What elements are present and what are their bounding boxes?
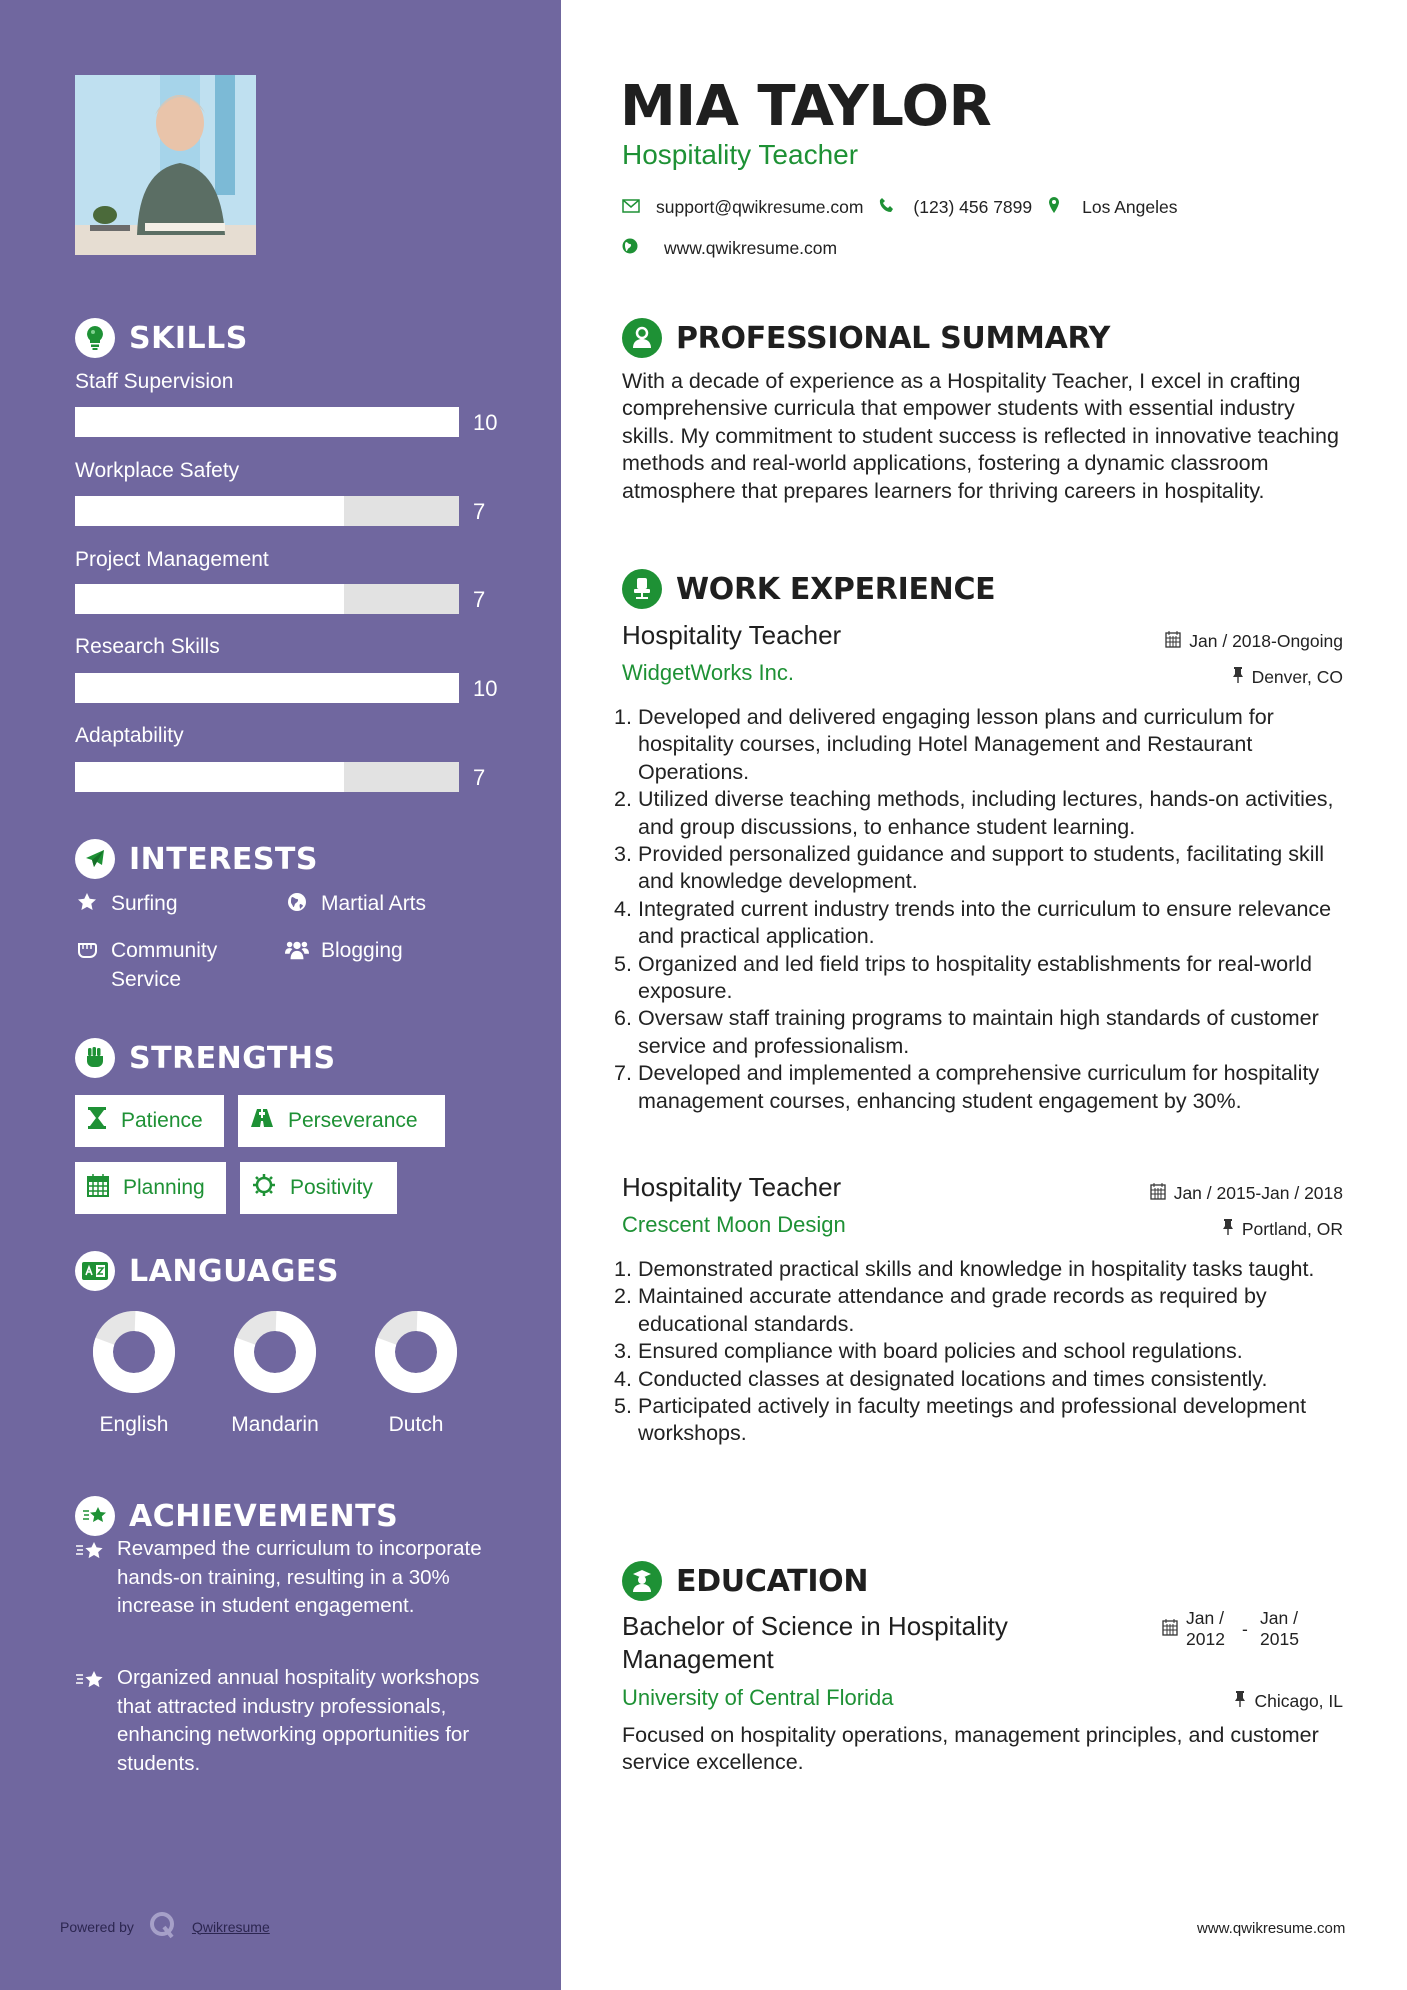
- sidebar: [0, 0, 561, 1990]
- education-heading: [622, 1561, 868, 1601]
- job-location-value: Portland, OR: [1241, 1219, 1343, 1239]
- contact-row: [622, 196, 1178, 219]
- email-value[interactable]: support@qwikresume.com: [656, 197, 864, 217]
- summary-title: PROFESSIONAL SUMMARY: [676, 320, 1111, 356]
- skill-label: Project Management: [75, 548, 269, 571]
- profile-photo: [75, 75, 256, 255]
- skill-value: 10: [473, 676, 498, 701]
- language-label: Mandarin: [231, 1413, 319, 1436]
- school: University of Central Florida: [622, 1685, 894, 1710]
- calendar-icon: [1150, 1182, 1166, 1205]
- interests-title: INTERESTS: [129, 841, 318, 877]
- skill-bar: [75, 762, 459, 792]
- skill-label: Adaptability: [75, 724, 184, 747]
- skills-heading: [75, 318, 248, 358]
- strength-label: Planning: [123, 1176, 205, 1199]
- duty-item: 4. Integrated current industry trends into the curriculum to ensure relevance and practical application.: [614, 896, 1354, 951]
- skill-value: 7: [473, 499, 486, 524]
- achievements-title: ACHIEVEMENTS: [129, 1498, 399, 1534]
- donut-chart: [374, 1310, 458, 1394]
- duty-item: 5. Participated actively in faculty meetings and professional development workshops.: [614, 1393, 1354, 1448]
- duty-item: 2. Maintained accurate attendance and grade records as required by educational standards.: [614, 1283, 1354, 1338]
- skill-value: 10: [473, 410, 498, 435]
- job-company: WidgetWorks Inc.: [622, 660, 794, 685]
- duty-item: 1. Demonstrated practical skills and knowledge in hospitality tasks taught.: [614, 1256, 1354, 1283]
- education-description: Focused on hospitality operations, management principles, and customer service excellence.: [622, 1723, 1319, 1775]
- skill-value: 7: [473, 765, 486, 790]
- interest-label: Blogging: [321, 939, 403, 962]
- date-separator: -: [1242, 1618, 1248, 1639]
- duty-item: 5. Organized and led field trips to hospitality establishments for real-world exposure.: [614, 951, 1354, 1006]
- globe-icon: [285, 889, 309, 918]
- calendar-icon: [87, 1173, 109, 1203]
- job-duties: [614, 1256, 1354, 1448]
- skill-bar: [75, 407, 459, 437]
- education-end: Jan / 2015: [1260, 1608, 1299, 1649]
- duty-text: Organized and led field trips to hospitality establishments for real-world exposure.: [638, 951, 1312, 1004]
- interest-label: Surfing: [111, 892, 178, 915]
- job-location: [1222, 1218, 1343, 1241]
- language-label: English: [99, 1413, 169, 1436]
- qwikresume-logo-icon: [148, 1910, 178, 1943]
- job-company: Crescent Moon Design: [622, 1212, 846, 1237]
- footer-website[interactable]: www.qwikresume.com: [1197, 1920, 1346, 1937]
- website-value[interactable]: www.qwikresume.com: [664, 238, 838, 258]
- education-title: EDUCATION: [676, 1563, 869, 1599]
- strength-positivity: [240, 1162, 397, 1214]
- interest-item: [75, 889, 275, 918]
- duty-text: Developed and implemented a comprehensive curriculum for hospitality management courses, enhancing student engagement by 30%.: [638, 1061, 1320, 1113]
- sun-icon: [252, 1173, 276, 1203]
- skill-bar: [75, 584, 459, 614]
- duty-item: 6. Oversaw staff training programs to maintain high standards of customer service and professionalism.: [614, 1005, 1354, 1060]
- office-chair-icon: [622, 569, 662, 609]
- qwikresume-link[interactable]: Qwikresume: [191, 1918, 270, 1935]
- education-location-value: Chicago, IL: [1254, 1691, 1343, 1711]
- skill-label: Workplace Safety: [75, 459, 240, 482]
- road-icon: [250, 1108, 274, 1134]
- duty-text: Conducted classes at designated locations and times consistently.: [638, 1366, 1268, 1391]
- fist-raised-icon: [75, 1038, 115, 1078]
- language-label: Dutch: [388, 1413, 444, 1436]
- duty-text: Integrated current industry trends into the curriculum to ensure relevance and practical application.: [638, 896, 1332, 949]
- globe-icon: [622, 238, 638, 259]
- duty-item: 1. Developed and delivered engaging lesson plans and curriculum for hospitality courses, including Hotel Management and Restaurant Operations.: [614, 704, 1354, 786]
- candidate-name: MIA TAYLOR: [620, 74, 992, 139]
- achievement-item: [75, 1664, 495, 1778]
- strengths-title: STRENGTHS: [129, 1040, 336, 1076]
- languages-title: LANGUAGES: [129, 1253, 339, 1289]
- achievement-text: Revamped the curriculum to incorporate hands-on training, resulting in a 30% increase in student engagement.: [117, 1537, 482, 1617]
- summary-text: With a decade of experience as a Hospitality Teacher, I excel in crafting comprehensive curricula that empower students with essential industry skills. My commitment to student success is reflected in innovative teaching methods and real-world applications, fostering a dynamic classroom atmosphere that prepares learners for thriving careers in hospitality.: [622, 369, 1339, 503]
- skill-value: 7: [473, 587, 486, 612]
- skill-bar: [75, 496, 459, 526]
- achievement-text: Organized annual hospitality workshops that attracted industry professionals, enhancing networking opportunities for students.: [117, 1666, 480, 1775]
- job-dates: [1165, 630, 1343, 653]
- duty-text: Participated actively in faculty meetings and professional development workshops.: [638, 1394, 1307, 1446]
- star-icon: [75, 889, 99, 918]
- pushpin-icon: [1232, 666, 1244, 689]
- fist-icon: [75, 936, 99, 994]
- pushpin-icon: [1234, 1690, 1246, 1713]
- job-location: [1232, 666, 1343, 689]
- duty-item: 2. Utilized diverse teaching methods, including lectures, hands-on activities, and group discussions, to enhance student learning.: [614, 786, 1354, 841]
- interest-item: [285, 889, 505, 918]
- phone-icon: [879, 197, 893, 218]
- pushpin-icon: [1222, 1218, 1234, 1241]
- person-photo-icon: [75, 75, 256, 255]
- duty-item: 3. Ensured compliance with board policies and school regulations.: [614, 1338, 1354, 1365]
- skills-title: SKILLS: [129, 320, 248, 356]
- duty-item: 3. Provided personalized guidance and support to students, facilitating skill and knowledge development.: [614, 841, 1354, 896]
- duty-text: Maintained accurate attendance and grade records as required by educational standards.: [638, 1284, 1267, 1336]
- education-dates: [1162, 1608, 1308, 1650]
- phone-value: (123) 456 7899: [913, 197, 1033, 217]
- user-icon: [622, 318, 662, 358]
- education-start: Jan / 2012: [1186, 1608, 1225, 1649]
- job-duties: [614, 704, 1354, 1115]
- users-icon: [285, 936, 309, 965]
- calendar-icon: [1165, 630, 1181, 653]
- strength-patience: [75, 1095, 224, 1147]
- job-dates: [1150, 1182, 1343, 1205]
- strength-label: Patience: [121, 1109, 203, 1132]
- powered-by-label: Powered by: [60, 1918, 134, 1935]
- powered-by: [60, 1910, 270, 1943]
- language-chart-english: [92, 1310, 176, 1399]
- hourglass-icon: [87, 1106, 107, 1136]
- strength-planning: [75, 1162, 226, 1214]
- summary-heading: [622, 318, 1110, 358]
- degree: Bachelor of Science in Hospitality Management: [622, 1611, 1008, 1674]
- skill-label: Staff Supervision: [75, 370, 234, 393]
- calendar-icon: [1162, 1618, 1178, 1641]
- education-location: [1234, 1690, 1343, 1713]
- interest-item: [75, 936, 275, 994]
- strength-label: Perseverance: [288, 1109, 418, 1132]
- shooting-star-icon: [75, 1664, 105, 1778]
- job-dates-value: Jan / 2018-Ongoing: [1189, 631, 1343, 651]
- duty-item: 7. Developed and implemented a comprehensive curriculum for hospitality management courses, enhancing student engagement by 30%.: [614, 1060, 1354, 1115]
- shooting-star-icon: [75, 1535, 105, 1621]
- candidate-title: Hospitality Teacher: [622, 139, 859, 170]
- job-role: Hospitality Teacher: [622, 620, 842, 650]
- shooting-star-icon: [75, 1496, 115, 1536]
- graduate-icon: [622, 1561, 662, 1601]
- languages-heading: [75, 1251, 339, 1291]
- language-chart-mandarin: [233, 1310, 317, 1399]
- experience-title: WORK EXPERIENCE: [676, 571, 996, 607]
- donut-chart: [233, 1310, 317, 1394]
- strength-label: Positivity: [290, 1176, 373, 1199]
- strength-perseverance: [238, 1095, 445, 1147]
- duty-text: Ensured compliance with board policies and school regulations.: [638, 1339, 1243, 1364]
- duty-text: Oversaw staff training programs to maintain high standards of customer service and professionalism.: [638, 1006, 1319, 1058]
- duty-text: Provided personalized guidance and support to students, facilitating skill and knowledge development.: [638, 842, 1325, 894]
- language-chart-dutch: [374, 1310, 458, 1399]
- paper-plane-icon: [75, 839, 115, 879]
- achievement-item: [75, 1535, 495, 1621]
- job-location-value: Denver, CO: [1251, 667, 1343, 687]
- interest-label: Community Service: [111, 939, 218, 991]
- job-dates-value: Jan / 2015-Jan / 2018: [1173, 1183, 1343, 1203]
- email-icon: [622, 197, 640, 218]
- lightbulb-icon: [75, 318, 115, 358]
- duty-item: 4. Conducted classes at designated locations and times consistently.: [614, 1366, 1354, 1393]
- skill-label: Research Skills: [75, 635, 220, 658]
- location-pin-icon: [1048, 196, 1060, 219]
- location-value: Los Angeles: [1082, 197, 1178, 217]
- achievements-heading: [75, 1496, 398, 1536]
- duty-text: Demonstrated practical skills and knowledge in hospitality tasks taught.: [638, 1257, 1315, 1281]
- interest-item: [285, 936, 505, 965]
- website-row: [622, 238, 837, 259]
- duty-text: Utilized diverse teaching methods, including lectures, hands-on activities, and group discussions, to enhance student learning.: [638, 787, 1334, 839]
- skill-bar: [75, 673, 459, 703]
- interests-heading: [75, 839, 318, 879]
- experience-heading: [622, 569, 995, 609]
- duty-text: Developed and delivered engaging lesson plans and curriculum for hospitality courses, including Hotel Management and Restaurant Operations.: [638, 705, 1274, 784]
- job-role: Hospitality Teacher: [622, 1172, 842, 1202]
- donut-chart: [92, 1310, 176, 1394]
- language-icon: [75, 1251, 115, 1291]
- strengths-heading: [75, 1038, 336, 1078]
- interest-label: Martial Arts: [321, 892, 427, 915]
